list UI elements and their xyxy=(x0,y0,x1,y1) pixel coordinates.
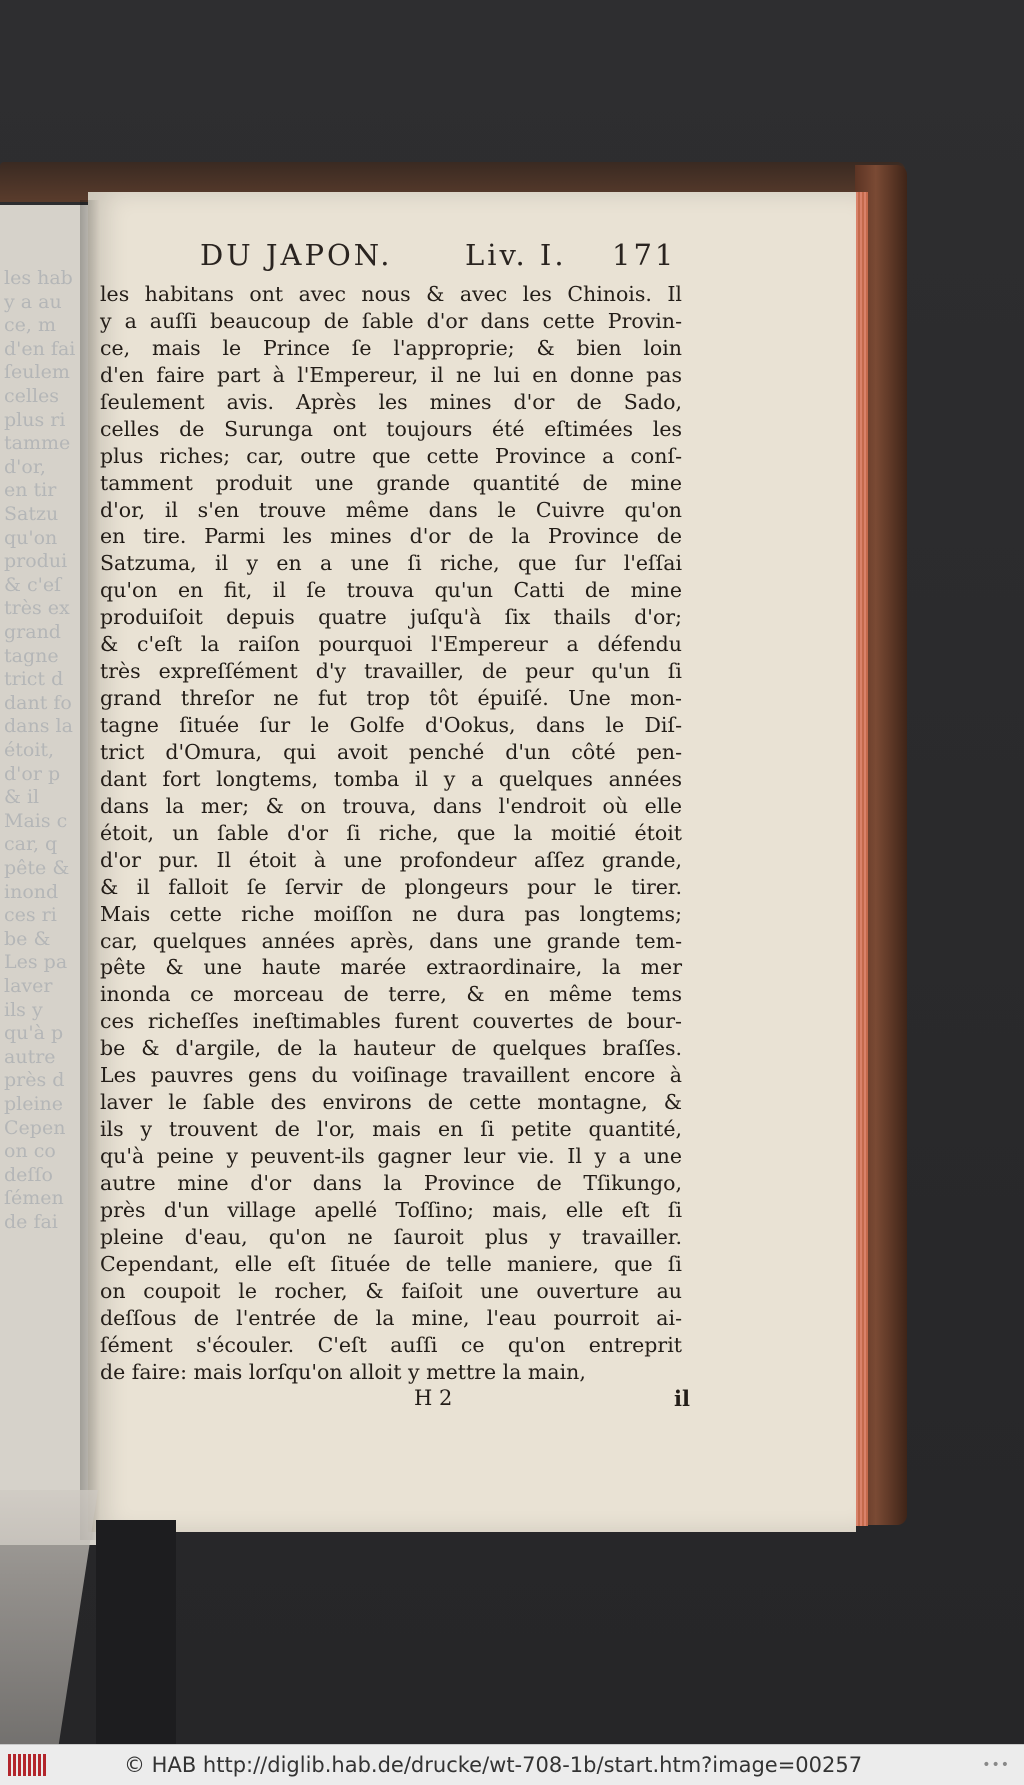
facing-page-fragment: pleine xyxy=(4,1093,64,1115)
text-line: ce, mais le Prince ſe l'approprie; & bien loin xyxy=(100,335,682,360)
text-line: ils y trouvent de l'or, mais en ſi petite quantité, xyxy=(100,1117,682,1142)
facing-page-fragment: y a au xyxy=(4,290,62,313)
facing-page-fragment: & il xyxy=(4,786,40,809)
facing-page-fragment: d'en fai xyxy=(4,337,76,360)
text-line: grand threſor ne fut trop tôt épuiſé. Une mon- xyxy=(100,686,682,711)
facing-page-fragment: qu'on xyxy=(4,526,58,549)
facing-page-fragment: ces ri xyxy=(4,904,57,927)
text-line: & c'eſt la raiſon pourquoi l'Empereur a défendu xyxy=(100,632,682,657)
page-footer xyxy=(410,1386,690,1416)
facing-page-fragment: plus ri xyxy=(4,408,66,431)
text-line: trict d'Omura, qui avoit penché d'un côté pen- xyxy=(100,739,682,764)
facing-page-fragment: tagne xyxy=(4,644,59,667)
text-line: celles de Surunga ont toujours été eſtimées les xyxy=(100,416,682,441)
facing-page-fragment: autre xyxy=(4,1045,56,1068)
facing-page-fragment: les hab xyxy=(4,267,73,289)
signature-mark: H 2 xyxy=(414,1386,453,1410)
facing-page-fragment: trict d xyxy=(4,668,64,691)
text-line: produiſoit depuis quatre juſqu'à ſix thails d'or; xyxy=(100,605,682,630)
text-line: Mais cette riche moiſſon ne dura pas longtems; xyxy=(100,901,682,926)
running-title: DU JAPON. xyxy=(200,238,393,272)
facing-page-fragment: d'or, xyxy=(4,455,46,478)
facing-page-fragment: très ex xyxy=(4,597,70,620)
text-line: deſſous de l'entrée de la mine, l'eau pourroit ai- xyxy=(100,1305,682,1330)
status-bar xyxy=(0,1744,1024,1785)
facing-page-fragment: ce, m xyxy=(4,314,56,337)
text-line: très expreſſément d'y travailler, de peur qu'un ſi xyxy=(100,659,682,684)
facing-page-fragment: inond xyxy=(4,880,59,903)
catchword: il xyxy=(674,1386,690,1411)
text-line: plus riches; car, outre que cette Province a conſ- xyxy=(100,443,682,468)
facing-page-fragment: Mais c xyxy=(4,809,68,832)
text-line: qu'à peine y peuvent-ils gagner leur vie. Il y a une xyxy=(100,1144,682,1168)
facing-page-fragment: dans la xyxy=(4,715,73,738)
facing-page-fragment: étoit, xyxy=(4,739,55,761)
text-line: de faire: mais lorſqu'on alloit y mettre la main, xyxy=(100,1359,586,1384)
facing-page-fragment: qu'à p xyxy=(4,1022,64,1045)
text-line: ſeulement avis. Après les mines d'or de Sado, xyxy=(100,389,682,414)
text-line: Cependant, elle eſt ſituée de telle maniere, que ſi xyxy=(100,1251,682,1276)
facing-page-fragment: deſſo xyxy=(4,1163,53,1186)
text-line: tamment produit une grande quantité de mine xyxy=(100,470,682,495)
book-strap xyxy=(96,1520,176,1744)
text-line: les habitans ont avec nous & avec les Chinois. Il xyxy=(100,282,682,306)
facing-page-fragment: près d xyxy=(4,1069,65,1092)
facing-page-fragment: celles xyxy=(4,385,60,407)
text-line: laver le ſable des environs de cette montagne, & xyxy=(100,1090,682,1115)
text-line: car, quelques années après, dans une grande tem- xyxy=(100,928,682,953)
running-header xyxy=(200,238,677,284)
facing-page-fragment: d'or p xyxy=(4,762,61,785)
text-line: étoit, un ſable d'or ſi riche, que la moitié étoit xyxy=(100,820,682,845)
facing-page-fragment: ſémen xyxy=(4,1187,64,1210)
text-line: ſément s'écouler. C'eſt auſſi ce qu'on entreprit xyxy=(100,1332,682,1357)
facing-page-fragment: dant fo xyxy=(4,691,72,714)
facing-page-fragment: en tir xyxy=(4,479,57,502)
facing-page-fragment: Satzu xyxy=(4,503,59,525)
facing-page-fragment: laver xyxy=(4,975,53,997)
text-line: qu'on en fit, il ſe trouva qu'un Catti de mine xyxy=(100,578,682,603)
hab-logo-icon[interactable] xyxy=(8,1754,46,1776)
text-line: Satzuma, il y en a une ſi riche, que ſur l'eſſai xyxy=(100,551,682,576)
facing-page-fragment: & c'eſ xyxy=(4,573,62,596)
more-icon[interactable]: ••• xyxy=(982,1757,1010,1773)
facing-page-fragment: grand xyxy=(4,621,61,643)
text-line: ces richeſſes ineſtimables furent couvertes de bour- xyxy=(100,1009,682,1034)
facing-page-fragment: tamme xyxy=(4,432,71,455)
text-line: y a auſſi beaucoup de ſable d'or dans cette Provin- xyxy=(100,308,682,333)
page-number: 171 xyxy=(612,238,677,272)
facing-page-fragment: Cepen xyxy=(4,1116,66,1139)
facing-page-fragment: de fai xyxy=(4,1211,58,1233)
source-url[interactable]: © HAB http://diglib.hab.de/drucke/wt-708-1b/start.htm?image=00257 xyxy=(124,1753,863,1777)
running-book: Liv. I. xyxy=(465,238,567,272)
text-line: près d'un village apellé Toſſino; mais, elle eſt ſi xyxy=(100,1197,682,1222)
text-line: autre mine d'or dans la Province de Tſikungo, xyxy=(100,1170,682,1195)
body-text xyxy=(100,281,682,1385)
facing-page-fragment: car, q xyxy=(4,833,58,856)
facing-page-fragment: ils y xyxy=(4,998,43,1021)
text-line: dans la mer; & on trouva, dans l'endroit où elle xyxy=(100,793,682,818)
facing-page-fragment: on co xyxy=(4,1140,56,1163)
text-line: & il falloit ſe ſervir de plongeurs pour le tirer. xyxy=(100,874,682,899)
text-line: be & d'argile, de la hauteur de quelques braſſes. xyxy=(100,1036,682,1061)
facing-page-fragment: be & xyxy=(4,927,51,950)
text-line: d'en faire part à l'Empereur, il ne lui en donne pas xyxy=(100,362,682,387)
text-line: tagne ſituée ſur le Golfe d'Ookus, dans le Diſ- xyxy=(100,713,682,737)
text-line: inonda ce morceau de terre, & en même tems xyxy=(100,982,682,1007)
text-line: dant fort longtems, tomba il y a quelques années xyxy=(100,766,682,791)
text-line: Les pauvres gens du voiſinage travaillent encore à xyxy=(100,1063,682,1088)
facing-page-fragment: ſeulem xyxy=(4,361,70,384)
text-line: d'or, il s'en trouve même dans le Cuivre qu'on xyxy=(100,497,682,522)
facing-page-fragment: produi xyxy=(4,550,68,573)
text-line: on coupoit le rocher, & faiſoit une ouverture au xyxy=(100,1278,682,1303)
text-line: pleine d'eau, qu'on ne ſauroit plus y travailler. xyxy=(100,1224,682,1249)
facing-page-fragment: Les pa xyxy=(4,951,68,974)
facing-page-fragment: pête & xyxy=(4,857,70,879)
text-line: d'or pur. Il étoit à une profondeur aſſez grande, xyxy=(100,847,682,872)
text-line: pête & une haute marée extraordinaire, la mer xyxy=(100,955,682,980)
text-line: en tire. Parmi les mines d'or de la Province de xyxy=(100,524,682,549)
gutter-shadow xyxy=(80,200,100,1540)
